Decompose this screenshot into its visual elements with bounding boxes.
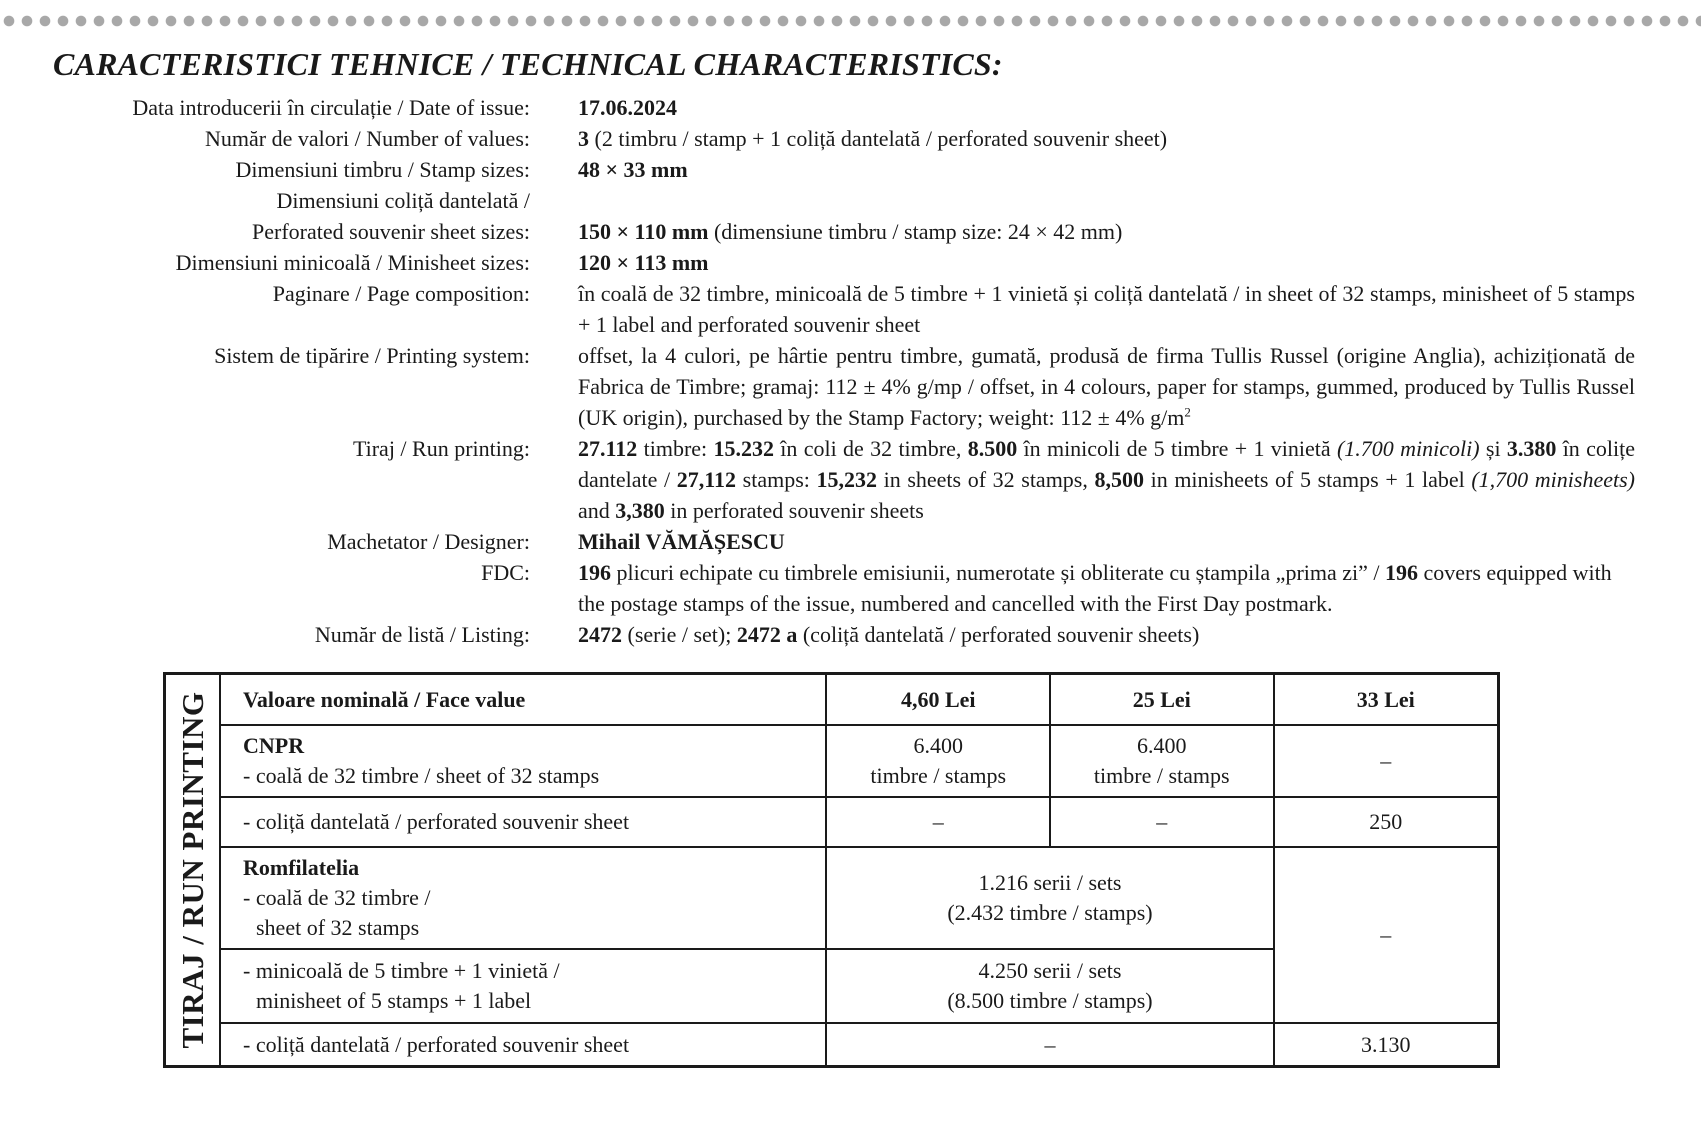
spec-value: 17.06.2024: [578, 95, 677, 120]
spec-label: Dimensiuni timbru / Stamp sizes:: [235, 157, 530, 182]
spec-value: offset, la 4 culori, pe hârtie pentru timbre, gumată, produsă de firma Tullis Russel (origine Anglia), achiziționată de Fabrica de Timbre; gramaj: 112 ± 4% g/mp / offset, in 4 colours, paper for stamps, gummed, produced by Tullis Russel (UK origin), purchased by the Stamp Factory; weight: 112 ± 4% $g/m^2$: [578, 343, 1635, 430]
spec-minisheet-sizes: [0, 247, 1701, 278]
spec-listing: [0, 619, 1701, 650]
spec-stamp-sizes: [0, 154, 1701, 185]
spec-value: 120 × 113 mm: [578, 250, 709, 275]
spec-value: 27.112 timbre: 15.232 în coli de 32 timbre, 8.500 în minicoli de 5 timbre + 1 vinietă (1.700 minicoli) și 3.380 în colițe dantelate / 27,112 stamps: 15,232 in sheets of 32 stamps, 8,500 in minisheets of 5 stamps + 1 label (1,700 minisheets) and 3,380 in perforated souvenir sheets: [578, 436, 1635, 523]
spec-value: 196 plicuri echipate cu timbrele emisiunii, numerotate și obliterate cu ștampila „prima zi” / 196 covers equipped with the postage stamps of the issue, numbered and cancelled with the First Day postmark.: [578, 560, 1612, 616]
spec-value: 2472 (serie / set); 2472 a (coliță dantelată / perforated souvenir sheets): [578, 622, 1200, 647]
spec-page-composition: [0, 278, 1701, 340]
spec-sheet-sizes: [0, 216, 1701, 247]
spec-sheet-sizes-label-1: [0, 185, 1701, 216]
spec-values: [0, 123, 1701, 154]
run-printing-table: [163, 672, 1500, 1068]
table-header-row: Valoare nominală / Face value 4,60 Lei 25 Lei 33 Lei: [221, 675, 1497, 725]
spec-date: [0, 92, 1701, 123]
spec-printing-system: [0, 340, 1701, 433]
spec-label: Paginare / Page composition:: [272, 281, 530, 306]
spec-label: Machetator / Designer:: [327, 529, 530, 554]
spec-label: Număr de listă / Listing:: [314, 622, 530, 647]
spec-label: Sistem de tipărire / Printing system:: [214, 343, 530, 368]
spec-designer: [0, 526, 1701, 557]
run-table-grid: [221, 675, 1497, 1065]
table-row-romfilatelia-minisheet: - minicoală de 5 timbre + 1 vinietă / minisheet of 5 stamps + 1 label 4.250 serii / sets (8.500 timbre / stamps): [221, 949, 1497, 1023]
side-label: TIRAJ / RUN PRINTING: [166, 675, 221, 1065]
spec-value: Mihail VĂMĂȘESCU: [578, 529, 785, 554]
spec-value: 48 × 33 mm: [578, 157, 688, 182]
perforation-dots-border: [0, 14, 1701, 28]
spec-run-printing: [0, 433, 1701, 526]
spec-value: 3 (2 timbru / stamp + 1 coliță dantelată / perforated souvenir sheet): [578, 126, 1168, 151]
table-row-romfilatelia-souvenir: - coliță dantelată / perforated souvenir sheet – 3.130: [221, 1023, 1497, 1065]
spec-label: Dimensiuni minicoală / Minisheet sizes:: [175, 250, 530, 275]
technical-specs: [0, 92, 1701, 650]
spec-fdc: [0, 557, 1701, 619]
spec-label: Dimensiuni coliță dantelată /: [276, 188, 530, 213]
table-row-cnpr-souvenir: - coliță dantelată / perforated souvenir sheet – – 250: [221, 797, 1497, 847]
spec-label: Data introducerii în circulație / Date of issue:: [132, 95, 530, 120]
spec-value: în coală de 32 timbre, minicoală de 5 timbre + 1 vinietă și coliță dantelată / in sheet of 32 stamps, minisheet of 5 stamps + 1 label and perforated souvenir sheet: [578, 281, 1635, 337]
spec-value: 150 × 110 mm (dimensiune timbru / stamp size: 24 × 42 mm): [578, 219, 1123, 244]
table-row-cnpr-sheet: CNPR - coală de 32 timbre / sheet of 32 stamps 6.400 timbre / stamps 6.400 timbre / stamps –: [221, 725, 1497, 797]
spec-label: FDC:: [481, 560, 530, 585]
spec-label: Tiraj / Run printing:: [352, 436, 530, 461]
table-row-romfilatelia-sheet: Romfilatelia - coală de 32 timbre / sheet of 32 stamps 1.216 serii / sets (2.432 timbre / stamps) –: [221, 847, 1497, 949]
spec-label: Perforated souvenir sheet sizes:: [252, 219, 530, 244]
page-heading: CARACTERISTICI TEHNICE / TECHNICAL CHARACTERISTICS:: [53, 46, 1003, 82]
spec-label: Număr de valori / Number of values:: [204, 126, 530, 151]
